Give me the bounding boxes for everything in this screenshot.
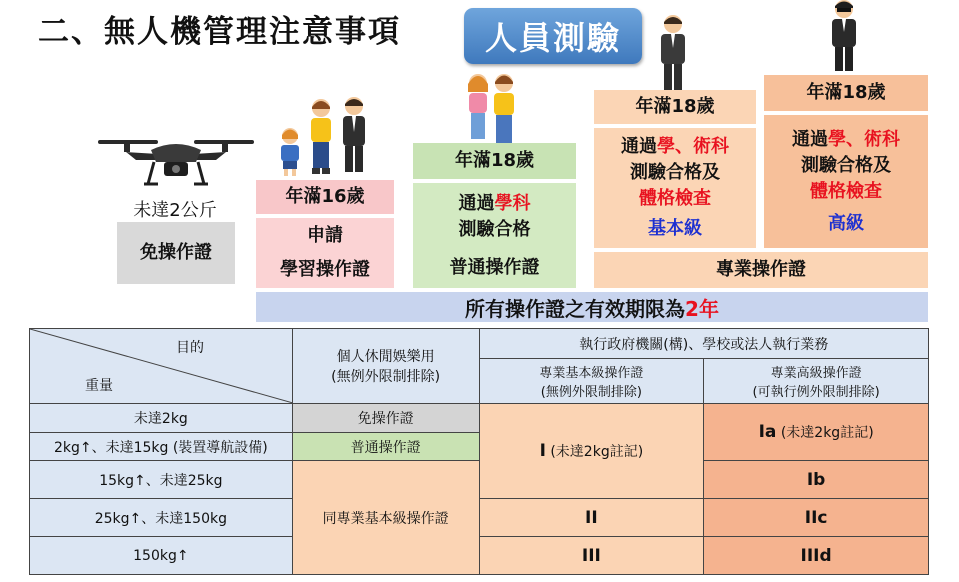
cell-IIId: IIId (704, 537, 929, 575)
professional-cert-box (594, 252, 928, 288)
validity-period: 2年 (685, 296, 719, 321)
basic-col-sub: (無例外限制排除) (540, 385, 642, 401)
adv-col-label: 專業高級操作證 (770, 366, 862, 382)
personal-header-sub: (無例外限制排除) (331, 369, 441, 385)
validity-banner (256, 292, 928, 322)
exempt-label: 免操作證 (140, 242, 212, 263)
learner-age: 年滿16歲 (285, 186, 365, 207)
student-girl-icon (276, 126, 304, 176)
row-weight-5: 150kg↑ (30, 537, 293, 575)
cell-II: II (479, 499, 704, 537)
ordinary-pass-suffix: 測驗合格 (458, 218, 531, 240)
adv-col-sub: (可執行例外限制排除) (752, 385, 880, 401)
couple-icon (462, 72, 522, 150)
purpose-header: 目的 (176, 340, 204, 356)
advanced-req-box (764, 115, 928, 248)
advanced-level: 高級 (828, 212, 864, 234)
gov-header: 執行政府機關(構)、學校或法人執行業務 (479, 329, 929, 359)
ordinary-pass-subject: 學科 (494, 192, 531, 214)
cell-III: III (479, 537, 704, 575)
ordinary-pass-prefix: 通過 (458, 192, 495, 214)
cell-ordinary: 普通操作證 (292, 433, 479, 461)
cell-Ib: Ib (704, 461, 929, 499)
validity-prefix: 所有操作證之有效期限為 (465, 296, 686, 321)
cell-Ia (704, 404, 929, 461)
basic-age: 年滿18歲 (635, 96, 715, 117)
drone-caption: 未達2公斤 (133, 200, 217, 221)
page-title: 二、無人機管理注意事項 (38, 14, 401, 50)
row-weight-3: 15kg↑、未達25kg (30, 461, 293, 499)
professional-cert: 專業操作證 (716, 259, 806, 280)
section-tag: 人員測驗 (464, 8, 642, 64)
cell-same-basic: 同專業基本級操作證 (292, 461, 479, 575)
advanced-line1 (792, 127, 900, 153)
ordinary-age: 年滿18歲 (454, 150, 535, 171)
adv-col-header (704, 359, 929, 404)
ordinary-cert: 普通操作證 (449, 256, 540, 278)
basic-col-label: 專業基本級操作證 (539, 366, 644, 382)
cell-exempt: 免操作證 (292, 404, 479, 433)
cell-I-note: (未達2kg註記) (550, 444, 644, 460)
learner-age-box (256, 180, 394, 214)
basic-line3: 體格檢查 (639, 188, 711, 209)
diagonal-header-cell (30, 329, 293, 404)
advanced-line1-red: 學、術科 (828, 128, 900, 150)
advanced-line1-prefix: 通過 (792, 128, 828, 150)
agent-sunglasses-icon (826, 0, 862, 72)
basic-req-box (594, 128, 756, 248)
cell-I (479, 404, 704, 499)
student-boy-icon (306, 98, 336, 176)
cell-Ia-note: (未達2kg註記) (780, 425, 874, 441)
advanced-line3: 體格檢查 (810, 180, 882, 202)
row-weight-2: 2kg↑、未達15kg (裝置導航設備) (30, 433, 293, 461)
row-weight-4: 25kg↑、未達150kg (30, 499, 293, 537)
ordinary-pass-line (459, 191, 531, 217)
learner-line2: 學習操作證 (280, 259, 370, 280)
row-weight-1: 未達2kg (30, 404, 293, 433)
advanced-age: 年滿18歲 (806, 82, 886, 103)
basic-age-box (594, 90, 756, 124)
learner-cert-box (256, 218, 394, 288)
cert-table (29, 328, 929, 575)
advanced-line2: 測驗合格及 (801, 154, 891, 176)
cell-IIc: IIc (704, 499, 929, 537)
businessman-icon (656, 14, 690, 92)
weight-header: 重量 (85, 378, 113, 394)
advanced-age-box (764, 75, 928, 111)
cell-Ia-main: Ia (758, 422, 777, 442)
basic-line2: 測驗合格及 (630, 162, 720, 183)
learner-line1: 申請 (307, 225, 343, 246)
diagonal-line (30, 329, 293, 403)
drone-icon (96, 132, 256, 194)
basic-line1-red: 學、術科 (657, 136, 729, 157)
cell-I-main: I (539, 441, 546, 461)
personal-header (292, 329, 479, 404)
basic-line1-prefix: 通過 (621, 136, 657, 157)
exempt-box (117, 222, 235, 284)
personal-header-label: 個人休閒娛樂用 (336, 349, 435, 365)
basic-col-header (479, 359, 704, 404)
man-suit-icon (338, 96, 370, 176)
ordinary-cert-box (413, 183, 576, 288)
ordinary-age-box (413, 143, 576, 179)
basic-level: 基本級 (648, 218, 702, 239)
basic-line1 (621, 134, 729, 160)
